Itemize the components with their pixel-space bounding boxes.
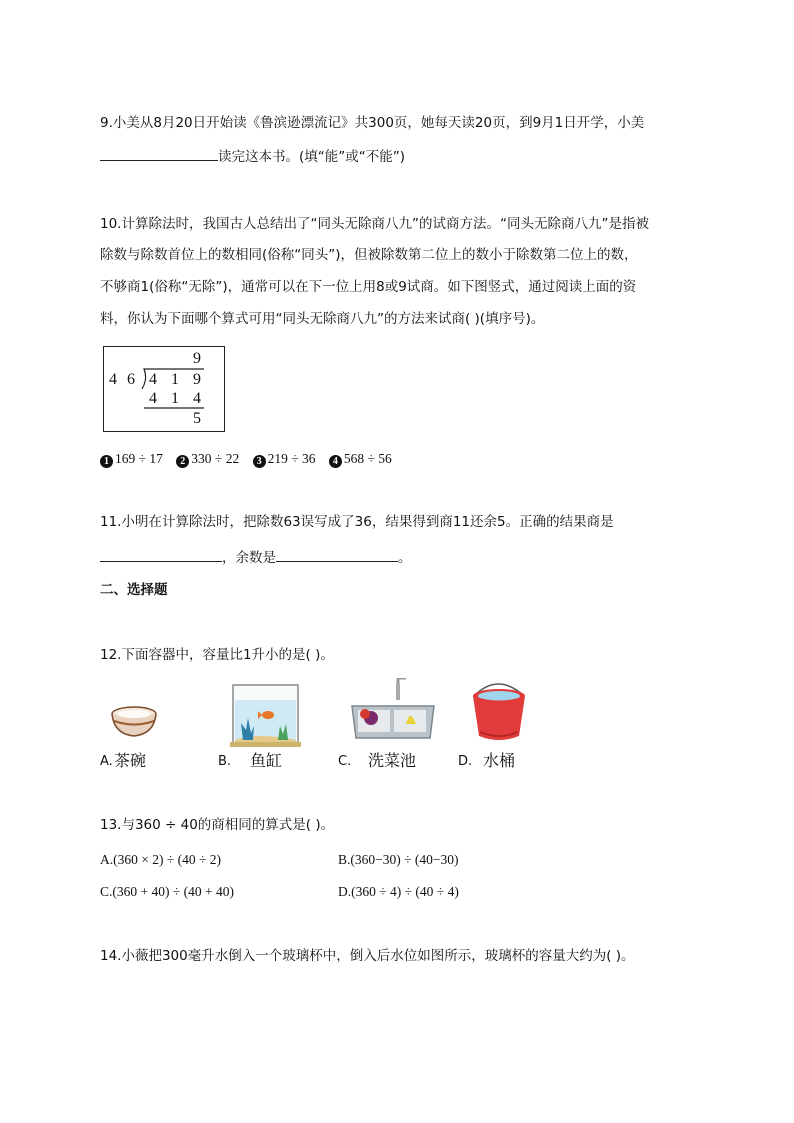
q11-line1: 11.小明在计算除法时，把除数63误写成了36，结果得到商11还余5。正确的结果商是 bbox=[100, 514, 614, 530]
option-letter: D. bbox=[458, 754, 473, 769]
option-caption: 鱼缸 bbox=[250, 751, 283, 770]
product-digit: 4 bbox=[149, 390, 157, 407]
option-text: 219 ÷ 36 bbox=[267, 451, 316, 466]
divisor-digit: 6 bbox=[127, 371, 135, 388]
q14-stem: 14.小薇把300毫升水倒入一个玻璃杯中，倒入后水位如图所示，玻璃杯的容量大约为( )。 bbox=[100, 948, 635, 964]
long-division-figure bbox=[103, 346, 225, 432]
q13-option-a[interactable]: A.(360 × 2) ÷ (40 ÷ 2) bbox=[100, 852, 222, 867]
q9-line1: 9.小美从8月20日开始读《鲁滨逊漂流记》共300页，她每天读20页，到9月1日开学，小美 bbox=[100, 115, 645, 131]
quotient-blank[interactable] bbox=[100, 547, 222, 562]
option-caption: 水桶 bbox=[483, 751, 516, 770]
option-text: 330 ÷ 22 bbox=[191, 451, 240, 466]
q13-option-c[interactable]: C.(360 + 40) ÷ (40 + 40) bbox=[100, 884, 234, 899]
bowl-icon bbox=[100, 678, 160, 738]
q13-stem: 13.与360 ÷ 40的商相同的算式是( )。 bbox=[100, 817, 335, 833]
option-a[interactable] bbox=[100, 678, 210, 773]
product-digit: 4 bbox=[193, 390, 201, 407]
fish-tank-icon bbox=[218, 678, 308, 750]
q11-end: 。 bbox=[398, 550, 412, 566]
q11-line2 bbox=[100, 547, 412, 568]
option-letter: B. bbox=[218, 754, 232, 769]
sink-icon bbox=[338, 678, 438, 746]
section-title: 二、选择题 bbox=[100, 582, 168, 598]
circled-number: 3 bbox=[253, 455, 266, 468]
option-b[interactable] bbox=[218, 678, 328, 773]
q13-option-b[interactable]: B.(360−30) ÷ (40−30) bbox=[338, 852, 459, 867]
option-letter: C. bbox=[338, 754, 352, 769]
circled-number: 1 bbox=[100, 455, 113, 468]
q11-remainder-label: ，余数是 bbox=[222, 550, 276, 566]
option-caption: 洗菜池 bbox=[368, 751, 417, 770]
option-2[interactable] bbox=[176, 449, 239, 469]
circled-number: 4 bbox=[329, 455, 342, 468]
option-c[interactable] bbox=[338, 678, 448, 773]
q13-option-d[interactable]: D.(360 ÷ 4) ÷ (40 ÷ 4) bbox=[338, 884, 459, 899]
q9-line2-text: 读完这本书。(填“能”或“不能”) bbox=[218, 149, 406, 165]
divisor-digit: 4 bbox=[109, 371, 117, 388]
option-3[interactable] bbox=[253, 449, 316, 469]
q10-options bbox=[100, 449, 402, 469]
remainder-digit: 5 bbox=[193, 410, 201, 427]
q9-line2 bbox=[100, 146, 405, 167]
option-4[interactable] bbox=[329, 449, 392, 469]
q10-line2: 除数与除数首位上的数相同(俗称“同头”)，但被除数第二位上的数小于除数第二位上的数， bbox=[100, 247, 638, 263]
option-text: 169 ÷ 17 bbox=[115, 451, 163, 466]
dividend-digit: 1 bbox=[171, 371, 179, 388]
circled-number: 2 bbox=[176, 455, 189, 468]
dividend-digit: 9 bbox=[193, 371, 201, 388]
q10-line3: 不够商1(俗称“无除”)，通常可以在下一位上用8或9试商。如下图竖式，通过阅读上面的资 bbox=[100, 279, 637, 295]
option-d[interactable] bbox=[458, 678, 568, 773]
option-text: 568 ÷ 56 bbox=[343, 451, 392, 466]
option-caption: 茶碗 bbox=[114, 751, 147, 770]
q10-line1: 10.计算除法时，我国古人总结出了“同头无除商八九”的试商方法。“同头无除商八九”是指被 bbox=[100, 216, 649, 232]
dividend-digit: 4 bbox=[149, 371, 157, 388]
answer-blank[interactable] bbox=[100, 146, 218, 161]
option-letter: A. bbox=[100, 754, 113, 769]
bucket-icon bbox=[458, 678, 538, 748]
division-bracket bbox=[104, 347, 224, 431]
q12-stem: 12.下面容器中，容量比1升小的是( )。 bbox=[100, 647, 334, 663]
option-1[interactable] bbox=[100, 449, 163, 469]
quotient-digit: 9 bbox=[193, 350, 201, 367]
q10-line4: 料，你认为下面哪个算式可用“同头无除商八九”的方法来试商( )(填序号)。 bbox=[100, 311, 545, 327]
remainder-blank[interactable] bbox=[276, 547, 398, 562]
product-digit: 1 bbox=[171, 390, 179, 407]
